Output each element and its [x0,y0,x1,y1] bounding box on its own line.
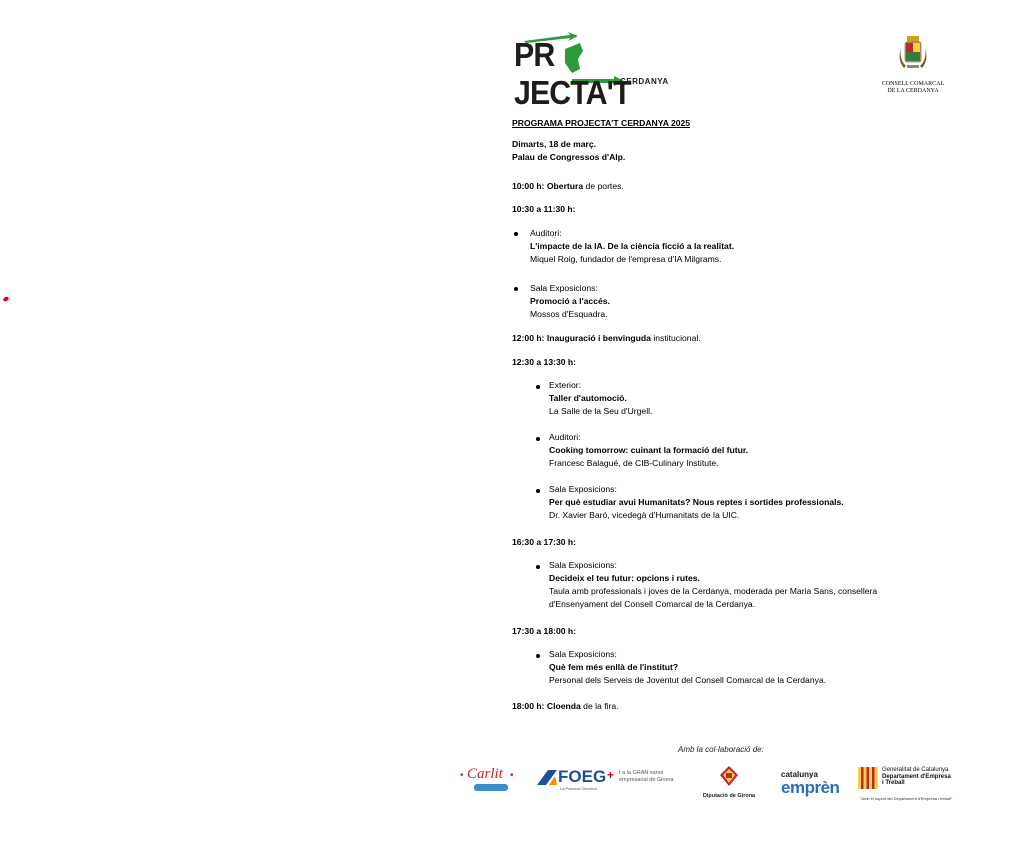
session-highlight: Cloenda [546,701,581,711]
event-venue: Palau de Congressos d'Alp. [512,152,626,162]
item-title: Cooking tomorrow: cuinant la formació del futur. [549,445,749,455]
session-rest: de la fira. [580,701,619,711]
bullet-icon [536,385,540,389]
council-crest [868,34,958,95]
foeg-subtitle: La Patronal Gironina [560,786,597,791]
foeg-text: FOEG [558,767,607,786]
session-closing [512,700,619,713]
bullet-icon [536,654,540,658]
bullet-icon [514,287,518,291]
catemp-top: catalunya [781,770,818,779]
carlit-logo [460,766,522,796]
item-place: Exterior: [549,380,581,390]
crest-icon [898,34,928,74]
dot-icon: • [510,770,514,781]
item-speaker: d'Ensenyament del Consell Comarcal de la Cerdanya. [549,599,756,609]
catemp-big: emprèn [781,778,840,797]
diputacio-logo [694,765,764,799]
council-label-line1: CONSELL COMARCAL [881,81,945,87]
bullet-icon [536,437,540,441]
item-title: Decideix el teu futur: opcions i rutes. [549,573,700,583]
item-speaker: Mossos d'Esquadra. [530,309,608,319]
session-time: 12:00 h: [512,333,545,343]
session-time-1630: 16:30 a 17:30 h: [512,537,577,547]
list-item [549,379,652,418]
list-item [549,648,826,687]
item-title: Què fem més enllà de l'institut? [549,662,679,672]
item-speaker: Dr. Xavier Baró, vicedegà d'Humanitats de la UIC. [549,510,740,520]
list-item [530,227,734,266]
council-label-line2: DE LA CERDANYA [887,88,939,94]
item-title: Taller d'automoció. [549,393,627,403]
bullet-icon [536,565,540,569]
plus-icon: + [607,768,615,782]
generalitat-text [882,767,951,787]
carlit-wave-icon [474,784,508,791]
session-time: 10:00 h: [512,181,545,191]
list-item [549,559,877,611]
collaboration-label: Amb la col·laboració de: [678,745,764,754]
session-time-1230: 12:30 a 13:30 h: [512,357,577,367]
session-rest: institucional. [650,333,701,343]
session-highlight: Inauguració i benvinguda [546,333,651,343]
item-place: Sala Exposicions: [530,283,598,293]
item-place: Sala Exposicions: [549,484,617,494]
xarxa-line1: t a la GRAN xarxa [619,770,664,776]
foeg-mark-icon [536,768,558,786]
item-place: Sala Exposicions: [549,649,617,659]
list-item [530,282,610,321]
item-speaker: Taula amb professionals i joves de la Cerdanya, moderada per Maria Sans, consellera [549,586,878,596]
list-item [549,431,748,470]
logo-subtitle: CERDANYA [620,77,669,86]
xarxa-text [619,770,673,784]
item-title: Promoció a l'accés. [530,296,610,306]
diputacio-label: Diputació de Girona [702,793,756,799]
item-title: Per què estudiar avui Humanitats? Nous reptes i sortides professionals. [549,497,844,507]
item-speaker: Miquel Roig, fundador de l'empresa d'IA Milgrams. [530,254,722,264]
red-mark [2,296,9,302]
gen-line1: Generalitat de Catalunya [882,767,949,773]
projectat-logo [510,29,680,111]
item-place: Auditori: [530,228,562,238]
item-place: Auditori: [549,432,581,442]
item-place: Sala Exposicions: [549,560,617,570]
senyera-icon [858,767,878,789]
session-time-1030: 10:30 a 11:30 h: [512,204,576,214]
bullet-icon [514,232,518,236]
program-title: PROGRAMA PROJECTA'T CERDANYA 2025 [512,118,691,128]
item-speaker: Francesc Balagué, de CIB-Culinary Institute. [549,458,719,468]
session-time-1730: 17:30 a 18:00 h: [512,626,577,636]
session-opening [512,180,624,193]
event-date: Dimarts, 18 de març. [512,139,597,149]
logo-text: PR JECTA'T [514,36,631,111]
catalunya-empren-logo [781,770,851,796]
xarxa-line2: empresarial de Girona [619,777,674,783]
dot-icon: • [460,770,464,781]
list-item [549,483,844,522]
item-title: L'impacte de la IA. De la ciència ficció a la realitat. [530,241,735,251]
session-time: 18:00 h: [512,701,545,711]
item-speaker: La Salle de la Seu d'Urgell. [549,406,653,416]
carlit-text: Carlit [467,766,503,782]
session-highlight: Obertura [546,181,584,191]
gen-line3: i Treball [882,780,905,786]
generalitat-footnote: "Amb el suport del Departament d'Empresa i treball" [860,796,953,801]
diputacio-crest-icon [719,765,739,787]
session-inauguration [512,332,701,345]
session-rest: de portes. [583,181,624,191]
item-speaker: Personal dels Serveis de Joventut del Consell Comarcal de la Cerdanya. [549,675,827,685]
bullet-icon [536,489,540,493]
gen-line2: Departament d'Empresa [882,773,951,780]
